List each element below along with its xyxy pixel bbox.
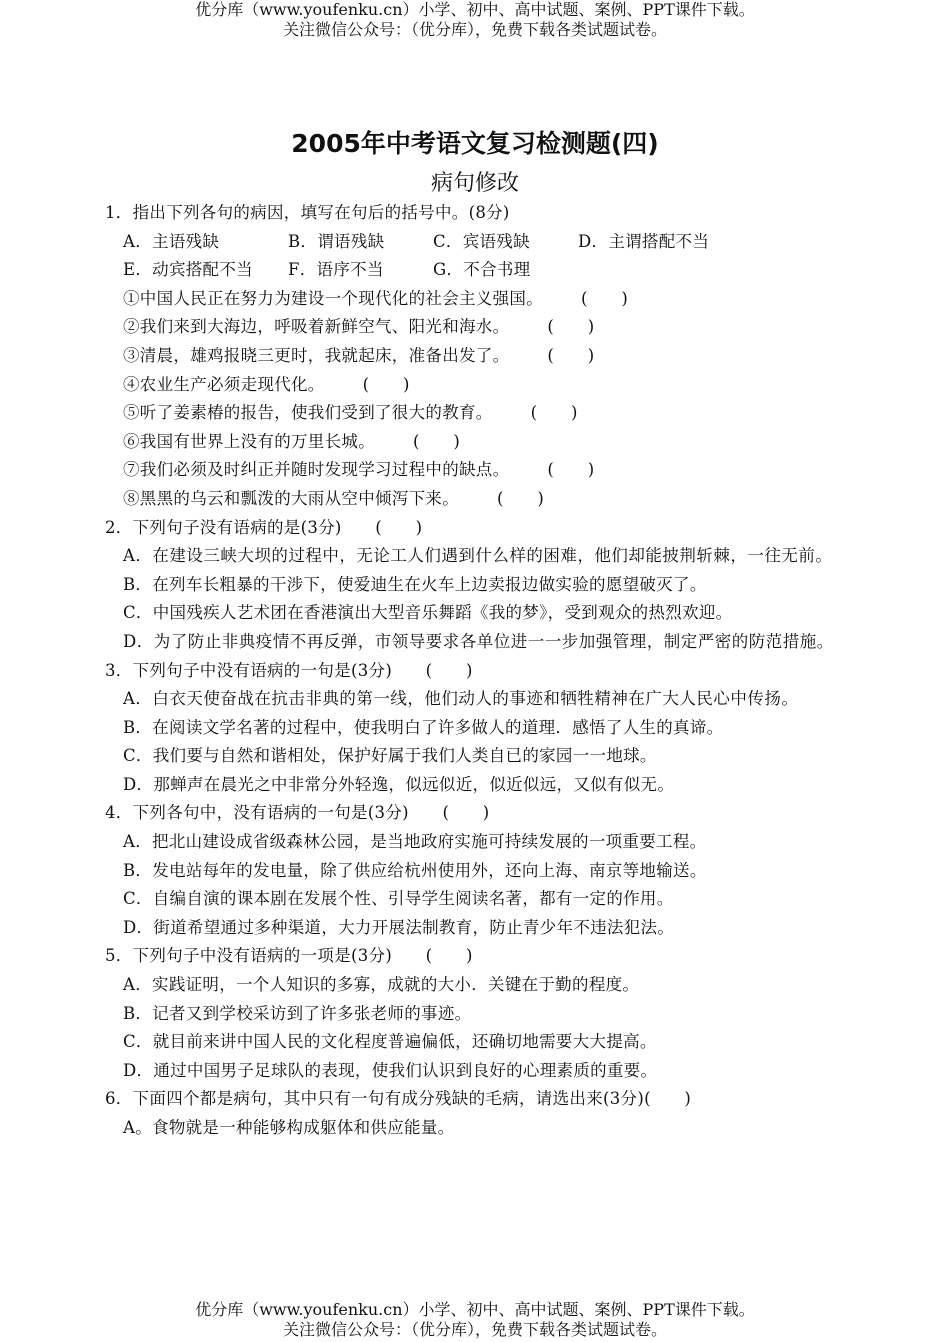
q1-item-4 [105, 371, 847, 400]
q1-option-g: G．不合书理 [433, 260, 531, 280]
q1-item-8 [105, 485, 847, 514]
question-3-stem: 3．下列句子中没有语病的一句是(3分) ( ) [105, 660, 473, 680]
q1-item-6 [105, 428, 847, 457]
q1-item-text: ⑧黑黑的乌云和瓢泼的大雨从空中倾泻下来。 [123, 488, 459, 508]
q1-option-f: F．语序不当 [288, 260, 384, 280]
q1-option-c: C．宾语残缺 [433, 231, 530, 251]
answer-blank[interactable]: ( ) [362, 374, 410, 394]
question-1-stem: 1．指出下列各句的病因，填写在句后的括号中。(8分) [105, 203, 510, 222]
answer-blank[interactable]: ( ) [547, 345, 595, 365]
question-6-stem: 6．下面四个都是病句，其中只有一句有成分残缺的毛病，请选出来(3分)( ) [105, 1089, 692, 1109]
q3-option-c: C．我们要与自然和谐相处，保护好属于我们人类自已的家园一一地球。 [123, 746, 657, 766]
question-4-stem: 4．下列各句中，没有语病的一句是(3分) ( ) [105, 803, 490, 823]
q1-item-1 [105, 285, 847, 314]
section-subtitle: 病句修改 [430, 171, 519, 196]
q1-item-text: ⑥我国有世界上没有的万里长城。 [123, 431, 375, 451]
q1-item-text: ⑤听了姜素椿的报告，使我们受到了很大的教育。 [123, 403, 493, 423]
q2-option-d: D．为了防止非典疫情不再反弹，市领导要求各单位进一一步加强管理，制定严密的防范措施。 [123, 631, 834, 651]
question-1-options-row-1 [105, 228, 847, 257]
q5-option-d: D．通过中国男子足球队的表现，使我们认识到良好的心理素质的重要。 [123, 1060, 658, 1080]
question-5-stem: 5．下列句子中没有语病的一项是(3分) ( ) [105, 946, 473, 966]
q4-option-a: A．把北山建设成省级森林公园，是当地政府实施可持续发展的一项重要工程。 [123, 832, 707, 852]
q1-option-e: E．动宾搭配不当 [123, 260, 253, 280]
q4-option-c: C．自编自演的课本剧在发展个性、引导学生阅读名著，都有一定的作用。 [123, 889, 674, 909]
q5-option-a: A．实践证明，一个人知识的多寡，成就的大小．关键在于勤的程度。 [123, 975, 640, 995]
question-1-options-row-2 [105, 256, 847, 285]
q6-option-a: A。食物就是一种能够构成躯体和供应能量。 [123, 1118, 455, 1137]
q1-item-text: ③清晨，雄鸡报晓三更时，我就起床，准备出发了。 [123, 345, 510, 365]
q1-item-7 [105, 456, 847, 485]
q1-option-b: B．谓语残缺 [288, 231, 385, 251]
answer-blank[interactable]: ( ) [413, 431, 461, 451]
page-footer-line-1: 优分库（www.youfenku.cn）小学、初中、高中试题、案例、PPT课件下载。 [195, 1300, 755, 1319]
q1-item-text: ⑦我们必须及时纠正并随时发现学习过程中的缺点。 [123, 460, 510, 480]
q5-option-b: B．记者又到学校采访到了许多张老师的事迹。 [123, 1003, 472, 1023]
q1-item-5 [105, 399, 847, 428]
q1-option-a: A．主语残缺 [123, 231, 220, 251]
q4-option-d: D．街道希望通过多种渠道，大力开展法制教育，防止青少年不违法犯法。 [123, 917, 675, 937]
answer-blank[interactable]: ( ) [547, 460, 595, 480]
q2-option-a: A．在建设三峡大坝的过程中，无论工人们遇到什么样的困难，他们却能披荆斩棘，一往无前。 [123, 546, 833, 566]
q1-option-d: D．主谓搭配不当 [578, 231, 710, 251]
document-title: 2005年中考语文复习检测题(四) [291, 129, 659, 158]
page-header-line-2: 关注微信公众号：（优分库），免费下载各类试题试卷。 [282, 20, 667, 39]
q1-item-text: ①中国人民正在努力为建设一个现代化的社会主义强国。 [123, 288, 543, 308]
q1-item-text: ④农业生产必须走现代化。 [123, 374, 325, 394]
answer-blank[interactable]: ( ) [547, 317, 595, 337]
answer-blank[interactable]: ( ) [581, 288, 629, 308]
page-header-line-1: 优分库（www.youfenku.cn）小学、初中、高中试题、案例、PPT课件下载。 [195, 0, 755, 19]
q5-option-c: C．就目前来讲中国人民的文化程度普遍偏低，还确切地需要大大提高。 [123, 1032, 657, 1052]
q1-item-text: ②我们来到大海边，呼吸着新鲜空气、阳光和海水。 [123, 317, 510, 337]
q1-item-3 [105, 342, 847, 371]
answer-blank[interactable]: ( ) [530, 403, 578, 423]
q4-option-b: B．发电站每年的发电量，除了供应给杭州使用外，还向上海、南京等地输送。 [123, 860, 707, 880]
question-body [105, 199, 847, 1143]
q3-option-b: B．在阅读文学名著的过程中，使我明白了许多做人的道理．感悟了人生的真谛。 [123, 717, 724, 737]
q1-item-2 [105, 313, 847, 342]
q2-option-b: B．在列车长粗暴的干涉下，使爱迪生在火车上边卖报边做实验的愿望破灭了。 [123, 574, 707, 594]
q3-option-a: A．白衣天使奋战在抗击非典的第一线，他们动人的事迹和牺牲精神在广大人民心中传扬。 [123, 689, 799, 709]
answer-blank[interactable]: ( ) [497, 488, 545, 508]
question-2-stem: 2．下列句子没有语病的是(3分) ( ) [105, 517, 423, 537]
q2-option-c: C．中国残疾人艺术团在香港演出大型音乐舞蹈《我的梦》，受到观众的热烈欢迎。 [123, 603, 733, 623]
q3-option-d: D．那蝉声在晨光之中非常分外轻逸，似远似近，似近似远，又似有似无。 [123, 774, 675, 794]
page-footer-line-2: 关注微信公众号：（优分库），免费下载各类试题试卷。 [282, 1320, 667, 1339]
